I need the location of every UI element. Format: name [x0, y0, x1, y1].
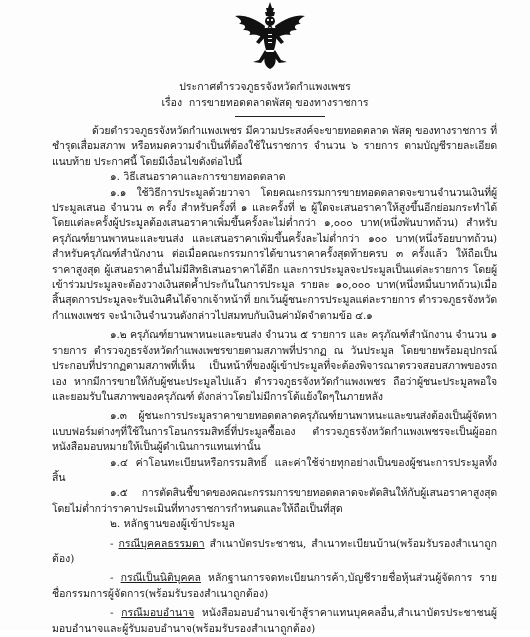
evidence-item-individual: - กรณีบุคคลธรรมดา สำเนาบัตรประชาชน, สำเนาทะเบียนบ้าน(พร้อมรับรองสำเนาถูกต้อง) [52, 537, 498, 565]
title-divider [235, 116, 325, 117]
evidence-item-proxy: - กรณีมอบอำนาจ หนังสือมอบอำนาจเข้าสู้ราคาแทนบุคคลอื่น,สำเนาบัตรประชาชนผู้มอบอำนาจและผู้รับมอบอำนาจ(พร้อมรับรองสำเนาถูกต้อง) [52, 607, 497, 635]
announcement-title: ประกาศตำรวจภูธรจังหวัดกำแพงเพชร [179, 81, 351, 93]
intro-paragraph: ด้วยตำรวจภูธรจังหวัดกำแพงเพชร มีความประสงค์จะขายทอดตลาด พัสดุ ของทางราชการ ที่ชำรุดเสื่อมสภาพ หรือหมดความจำเป็นที่ต้องใช้ในราชการ จำนวน ๖ รายการ ตามบัญชีรายละเอียดแนบท้าย ประกาศนี้ โดยมีเงื่อนไขดังต่อไปนี้ [52, 125, 497, 168]
clause-1-3: ๑.๓ ผู้ชนะการประมูลราคาขายทอดตลาดครุภัณฑ์ยานพาหนะและขนส่งต้องเป็นผู้จัดหาแบบฟอร์มต่างๆที่ใช้ในการโอนกรรมสิทธิ์ที่ประมูลซื้อเอง ตำรวจภูธรจังหวัดกำแพงเพชรจะเป็นผู้ออกหนังสือมอบหมายให้เป็นผู้ดำเนินการแทนเท่านั้น [52, 410, 497, 454]
announcement-subject [0, 96, 530, 110]
clause-1-1: ๑.๑ ใช้วิธีการประมูลด้วยวาจา โดยคณะกรรมการขายทอดตลาดจะขานจำนวนเงินที่ผู้ประมูลเสนอ จำนวน ๓ ครั้ง สำหรับครั้งที่ ๑ และครั้งที่ ๒ ผู้ใดจะเสนอราคาให้สูงขึ้นอีกย่อมกระทำได้ โดยแต่ละครั้งผู้ประมูลต้องเสนอราคาเพิ่มขึ้นครั้งละไม่ต่ำกว่า ๑,๐๐๐ บาท(หนึ่งพันบาทถ้วน) สำหรับครุภัณฑ์ยานพาหนะและขนส่ง และเสนอราคาเพิ่มขึ้นครั้งละไม่ต่ำกว่า ๑๐๐ บาท(หนึ่งร้อยบาทถ้วน) สำหรับครุภัณฑ์สำนักงาน ต่อเมื่อคณะกรรมการได้ขานราคาครั้งสุดท้ายครบ ๓ ครั้งแล้ว ให้ถือเป็นราคาสูงสุด ผู้เสนอราคาอื่นไม่มีสิทธิเสนอราคาได้อีก และการประมูลจะประมูลเป็นแต่ละรายการ โดยผู้เข้าร่วมประมูลจะต้องวางเงินสดค้ำประกันในการประมูล รายละ ๑๐,๐๐๐ บาท(หนึ่งหมื่นบาทถ้วน)เมื่อสิ้นสุดการประมูลจะรับเงินคืนได้จากเจ้าหน้าที่ ยกเว้นผู้ชนะการประมูลแต่ละรายการ ตำรวจภูธรจังหวัดกำแพงเพชร จะนำเงินจำนวนดังกล่าวไปสมทบกับเงินค่ามัดจำตามข้อ ๔.๑ [52, 186, 497, 322]
evidence-label-individual: กรณีบุคคลธรรมดา [118, 537, 205, 550]
evidence-text-proxy: หนังสือมอบอำนาจเข้าสู้ราคาแทนบุคคลอื่น,สำเนาบัตรประชาชนผู้มอบอำนาจและผู้รับมอบอำนาจ(พร้อมรับรองสำเนาถูกต้อง) [52, 607, 497, 635]
garuda-emblem-icon [233, 2, 307, 70]
clause-1-5: ๑.๕ การตัดสินชี้ขาดของคณะกรรมการขายทอดตลาดจะตัดสินให้กับผู้เสนอราคาสูงสุด โดยไม่ต่ำกว่าราคาประเมินที่ทางราชการกำหนดและให้ถือเป็นที่สุด [52, 487, 497, 515]
section1-title: ๑. วิธีเสนอราคาและการขายทอดตลาด [110, 171, 286, 184]
evidence-label-juristic: กรณีเป็นนิติบุคคล [120, 572, 201, 585]
subject-label: เรื่อง [161, 97, 183, 109]
evidence-text-juristic: หลักฐานการจดทะเบียนการค้า,บัญชีรายชื่อหุ้นส่วนผู้จัดการ รายชื่อกรรมการผู้จัดการ(พร้อมรับรองสำเนาถูกต้อง) [52, 572, 498, 600]
evidence-text-individual: สำเนาบัตรประชาชน, สำเนาทะเบียนบ้าน(พร้อมรับรองสำเนาถูกต้อง) [52, 537, 498, 565]
evidence-label-proxy: กรณีมอบอำนาจ [121, 607, 195, 620]
clause-1-4: ๑.๔ ค่าโอนทะเบียนหรือกรรมสิทธิ์ และค่าใช้จ่ายทุกอย่างเป็นของผู้ชนะการประมูลทั้งสิ้น [52, 456, 497, 484]
section2-title: ๒. หลักฐานของผู้เข้าประมูล [110, 518, 235, 531]
document-body [52, 124, 497, 637]
evidence-item-juristic: - กรณีเป็นนิติบุคคล หลักฐานการจดทะเบียนการค้า,บัญชีรายชื่อหุ้นส่วนผู้จัดการ รายชื่อกรรมการผู้จัดการ(พร้อมรับรองสำเนาถูกต้อง) [52, 572, 498, 600]
subject-text: การขายทอดตลาดพัสดุ ของทางราชการ [188, 97, 369, 109]
clause-1-2: ๑.๒ ครุภัณฑ์ยานพาหนะและขนส่ง จำนวน ๕ รายการ และ ครุภัณฑ์สำนักงาน จำนวน ๑ รายการ ตำรวจภูธรจังหวัดกำแพงเพชรขายตามสภาพที่ปรากฏ ณ วันประมูล โดยขายพร้อมอุปกรณ์ประกอบที่ปรากฏตามสภาพที่เห็น เป็นหน้าที่ของผู้เข้าประมูลที่จะต้องพิจารณาตรวจสอบสภาพของรถเอง หากมีการขายให้กับผู้ชนะประมูลไปแล้ว ตำรวจภูธรจังหวัดกำแพงเพชร ถือว่าผู้ชนะประมูลพอใจและยอมรับในสภาพของครุภัณฑ์ ดังกล่าวโดยไม่มีการโต้แย้งใดๆในภายหลัง [52, 329, 497, 403]
